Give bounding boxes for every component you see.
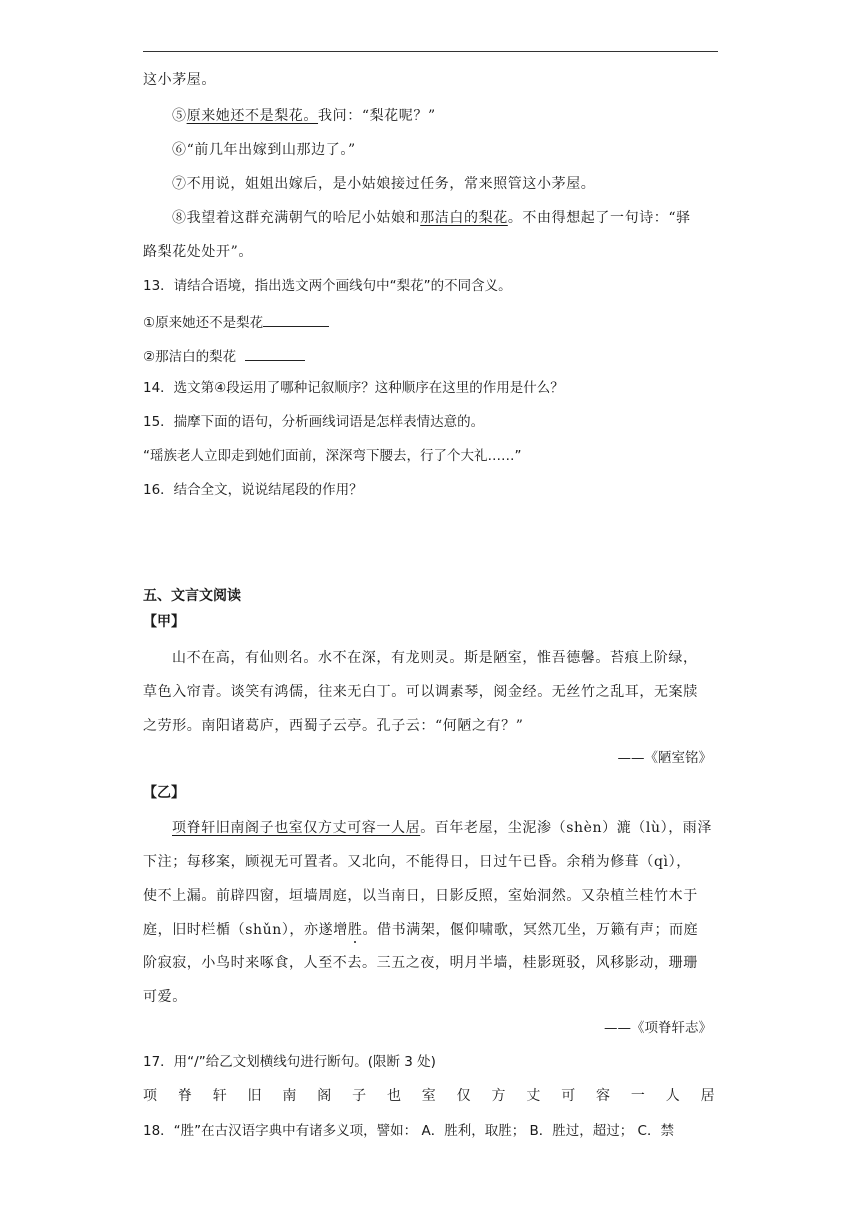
underlined-sentence: 原来她还不是梨花。 — [186, 108, 319, 124]
question-13-item-2 — [143, 346, 305, 366]
yi-line: 下注；每移案，顾视无可置者。又北向，不能得日，日过午已昏。余稍为修葺（qì）， — [143, 854, 691, 870]
paragraph-text: 。不由得想起了一句诗：“驿 — [507, 210, 691, 226]
paragraph-8-cont: 路梨花处处开”。 — [143, 244, 253, 260]
yi-text: 庭，旧时栏楯（shǔn），亦遂增 — [143, 922, 348, 938]
underlined-sentence: 项脊轩旧南阁子也室仅方丈可容一人居 — [172, 820, 421, 836]
paragraph-8 — [172, 209, 691, 227]
yi-line: 可爱。 — [143, 989, 187, 1005]
emphasis-dotted-char: 胜 — [347, 922, 363, 938]
question-13: 13．请结合语境，指出选文两个画线句中“梨花”的不同含义。 — [143, 278, 512, 294]
question-16: 16．结合全文，说说结尾段的作用？ — [143, 482, 363, 498]
answer-blank[interactable] — [263, 312, 329, 327]
item-text: ①原来她还不是梨花 — [143, 315, 264, 331]
yi-line — [172, 819, 712, 837]
passage-label-jia: 【甲】 — [143, 614, 185, 630]
paragraph-text: 我问：“梨花呢？” — [318, 108, 436, 124]
underlined-phrase: 那洁白的梨花 — [420, 210, 508, 226]
paragraph-6: ⑥“前几年出嫁到山那边了。” — [172, 142, 356, 158]
yi-line — [143, 921, 698, 939]
jia-source: ——《陋室铭》 — [617, 750, 712, 766]
answer-blank[interactable] — [245, 346, 305, 361]
yi-text: 。借书满架，偃仰啸歌，冥然兀坐，万籁有声；而庭 — [362, 922, 699, 938]
header-rule — [143, 51, 718, 52]
passage-line: 这小茅屋。 — [143, 72, 216, 88]
question-18: 18．“胜”在古汉语字典中有诸多义项，譬如： A．胜利，取胜； B．胜过，超过； C．禁 — [143, 1123, 674, 1139]
question-17: 17．用“/”给乙文划横线句进行断句。(限断 3 处) — [143, 1054, 436, 1070]
item-text: ②那洁白的梨花 — [143, 349, 237, 365]
paragraph-text: ⑧我望着这群充满朝气的哈尼小姑娘和 — [172, 210, 421, 226]
question-17-characters: 项 脊 轩 旧 南 阁 子 也 室 仅 方 丈 可 容 一 人 居 — [143, 1088, 723, 1104]
jia-line: 之劳形。南阳诸葛庐，西蜀子云亭。孔子云：“何陋之有？” — [143, 718, 524, 734]
yi-source: ——《项脊轩志》 — [604, 1020, 712, 1036]
jia-line: 山不在高，有仙则名。水不在深，有龙则灵。斯是陋室，惟吾德馨。苔痕上阶绿， — [172, 650, 698, 666]
paragraph-number: ⑤ — [172, 108, 187, 124]
passage-label-yi: 【乙】 — [143, 785, 185, 801]
section-heading: 五、文言文阅读 — [143, 588, 241, 604]
yi-line: 阶寂寂，小鸟时来啄食，人至不去。三五之夜，明月半墙，桂影斑驳，风移影动，珊珊 — [143, 955, 698, 971]
paragraph-7: ⑦不用说，姐姐出嫁后，是小姑娘接过任务，常来照管这小茅屋。 — [172, 176, 596, 192]
yi-text: 。百年老屋，尘泥渗（shèn）漉（lù），雨泽 — [420, 820, 712, 836]
yi-line: 使不上漏。前辟四窗，垣墙周庭，以当南日，日影反照，室始洞然。又杂植兰桂竹木于 — [143, 888, 698, 904]
question-15-quote: “瑶族老人立即走到她们面前，深深弯下腰去，行了个大礼……” — [143, 448, 522, 464]
question-14: 14．选文第④段运用了哪种记叙顺序？这种顺序在这里的作用是什么？ — [143, 380, 564, 396]
jia-line: 草色入帘青。谈笑有鸿儒，往来无白丁。可以调素琴，阅金经。无丝竹之乱耳，无案牍 — [143, 684, 698, 700]
question-15: 15．揣摩下面的语句，分析画线词语是怎样表情达意的。 — [143, 414, 485, 430]
question-13-item-1 — [143, 312, 329, 332]
paragraph-5 — [172, 107, 436, 125]
